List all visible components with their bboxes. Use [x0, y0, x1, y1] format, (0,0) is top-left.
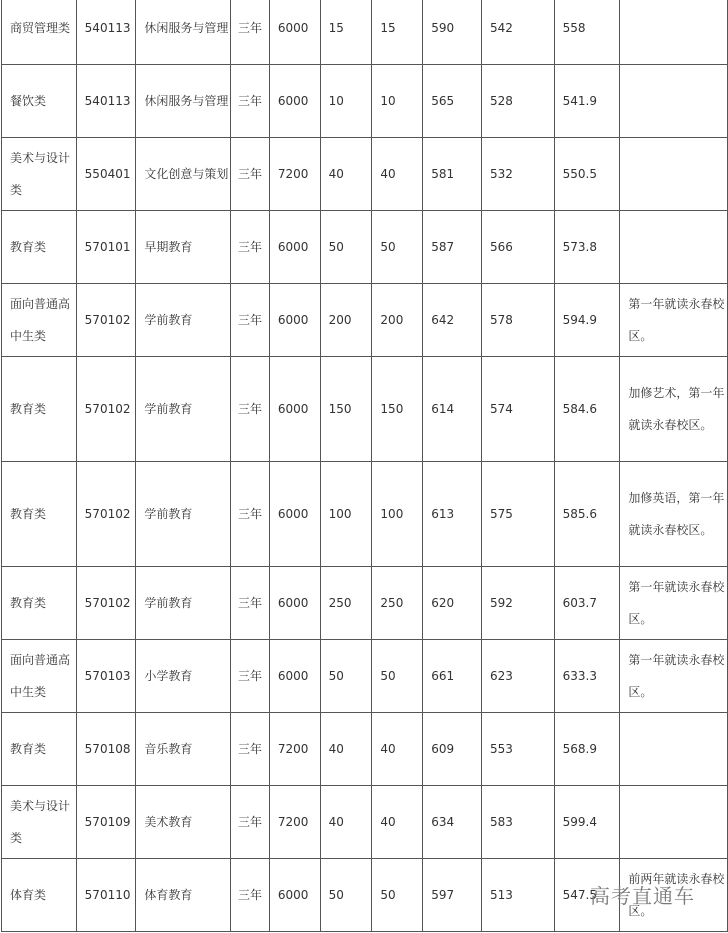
major-cell: 学前教育 [136, 567, 231, 640]
fee-cell: 7200 [269, 138, 320, 211]
avg-score-cell: 585.6 [554, 462, 620, 567]
note-cell: 加修英语，第一年就读永春校区。 [620, 462, 728, 567]
major-cell: 体育教育 [136, 859, 231, 932]
max-score-cell: 590 [423, 0, 482, 65]
note-cell: 加修艺术，第一年就读永春校区。 [620, 357, 728, 462]
avg-score-cell: 550.5 [554, 138, 620, 211]
min-score-cell: 574 [481, 357, 554, 462]
major-cell: 休闲服务与管理 [136, 0, 231, 65]
category-cell: 教育类 [2, 211, 77, 284]
min-score-cell: 513 [481, 859, 554, 932]
table-row [2, 462, 728, 567]
admitted-cell: 250 [372, 567, 423, 640]
major-cell: 小学教育 [136, 640, 231, 713]
admitted-cell: 50 [372, 211, 423, 284]
admitted-cell: 15 [372, 0, 423, 65]
max-score-cell: 620 [423, 567, 482, 640]
min-score-cell: 542 [481, 0, 554, 65]
avg-score-cell: 603.7 [554, 567, 620, 640]
code-cell: 540113 [76, 65, 136, 138]
major-cell: 美术教育 [136, 786, 231, 859]
table-row [2, 786, 728, 859]
plan-cell: 10 [320, 65, 372, 138]
category-cell: 教育类 [2, 567, 77, 640]
fee-cell: 6000 [269, 65, 320, 138]
fee-cell: 6000 [269, 462, 320, 567]
max-score-cell: 642 [423, 284, 482, 357]
min-score-cell: 578 [481, 284, 554, 357]
avg-score-cell: 584.6 [554, 357, 620, 462]
max-score-cell: 613 [423, 462, 482, 567]
years-cell: 三年 [230, 0, 269, 65]
code-cell: 570102 [76, 462, 136, 567]
fee-cell: 6000 [269, 284, 320, 357]
plan-cell: 150 [320, 357, 372, 462]
admission-table [1, 0, 728, 932]
table-row [2, 0, 728, 65]
table-row [2, 713, 728, 786]
table-row [2, 284, 728, 357]
plan-cell: 40 [320, 786, 372, 859]
fee-cell: 7200 [269, 713, 320, 786]
years-cell: 三年 [230, 357, 269, 462]
fee-cell: 6000 [269, 567, 320, 640]
major-cell: 学前教育 [136, 357, 231, 462]
admitted-cell: 200 [372, 284, 423, 357]
major-cell: 学前教育 [136, 462, 231, 567]
category-cell: 面向普通高中生类 [2, 284, 77, 357]
admitted-cell: 50 [372, 640, 423, 713]
avg-score-cell: 547.5 [554, 859, 620, 932]
years-cell: 三年 [230, 138, 269, 211]
avg-score-cell: 594.9 [554, 284, 620, 357]
fee-cell: 7200 [269, 786, 320, 859]
fee-cell: 6000 [269, 0, 320, 65]
fee-cell: 6000 [269, 357, 320, 462]
min-score-cell: 553 [481, 713, 554, 786]
min-score-cell: 583 [481, 786, 554, 859]
category-cell: 商贸管理类 [2, 0, 77, 65]
note-cell [620, 65, 728, 138]
plan-cell: 40 [320, 138, 372, 211]
min-score-cell: 532 [481, 138, 554, 211]
years-cell: 三年 [230, 65, 269, 138]
category-cell: 教育类 [2, 357, 77, 462]
note-cell: 第一年就读永春校区。 [620, 640, 728, 713]
max-score-cell: 581 [423, 138, 482, 211]
table-row [2, 211, 728, 284]
max-score-cell: 597 [423, 859, 482, 932]
years-cell: 三年 [230, 786, 269, 859]
min-score-cell: 592 [481, 567, 554, 640]
note-cell: 第一年就读永春校区。 [620, 567, 728, 640]
years-cell: 三年 [230, 713, 269, 786]
years-cell: 三年 [230, 640, 269, 713]
table-row [2, 357, 728, 462]
major-cell: 早期教育 [136, 211, 231, 284]
years-cell: 三年 [230, 859, 269, 932]
major-cell: 文化创意与策划 [136, 138, 231, 211]
note-cell [620, 0, 728, 65]
avg-score-cell: 541.9 [554, 65, 620, 138]
plan-cell: 100 [320, 462, 372, 567]
code-cell: 550401 [76, 138, 136, 211]
plan-cell: 250 [320, 567, 372, 640]
fee-cell: 6000 [269, 211, 320, 284]
plan-cell: 50 [320, 211, 372, 284]
table-row [2, 640, 728, 713]
code-cell: 570102 [76, 284, 136, 357]
plan-cell: 200 [320, 284, 372, 357]
admitted-cell: 100 [372, 462, 423, 567]
admitted-cell: 50 [372, 859, 423, 932]
code-cell: 570108 [76, 713, 136, 786]
admitted-cell: 40 [372, 786, 423, 859]
note-cell [620, 713, 728, 786]
plan-cell: 50 [320, 640, 372, 713]
avg-score-cell: 558 [554, 0, 620, 65]
max-score-cell: 609 [423, 713, 482, 786]
admitted-cell: 40 [372, 713, 423, 786]
code-cell: 570102 [76, 567, 136, 640]
max-score-cell: 661 [423, 640, 482, 713]
years-cell: 三年 [230, 567, 269, 640]
table-row [2, 65, 728, 138]
note-cell: 前两年就读永春校区。 [620, 859, 728, 932]
plan-cell: 40 [320, 713, 372, 786]
max-score-cell: 614 [423, 357, 482, 462]
code-cell: 570103 [76, 640, 136, 713]
min-score-cell: 528 [481, 65, 554, 138]
category-cell: 教育类 [2, 462, 77, 567]
fee-cell: 6000 [269, 640, 320, 713]
avg-score-cell: 633.3 [554, 640, 620, 713]
admitted-cell: 10 [372, 65, 423, 138]
avg-score-cell: 573.8 [554, 211, 620, 284]
code-cell: 570102 [76, 357, 136, 462]
category-cell: 体育类 [2, 859, 77, 932]
note-cell [620, 138, 728, 211]
category-cell: 面向普通高中生类 [2, 640, 77, 713]
code-cell: 570109 [76, 786, 136, 859]
admitted-cell: 150 [372, 357, 423, 462]
major-cell: 休闲服务与管理 [136, 65, 231, 138]
category-cell: 美术与设计类 [2, 138, 77, 211]
major-cell: 音乐教育 [136, 713, 231, 786]
fee-cell: 6000 [269, 859, 320, 932]
table-row [2, 138, 728, 211]
max-score-cell: 587 [423, 211, 482, 284]
years-cell: 三年 [230, 462, 269, 567]
category-cell: 餐饮类 [2, 65, 77, 138]
years-cell: 三年 [230, 211, 269, 284]
note-cell: 第一年就读永春校区。 [620, 284, 728, 357]
max-score-cell: 634 [423, 786, 482, 859]
min-score-cell: 623 [481, 640, 554, 713]
max-score-cell: 565 [423, 65, 482, 138]
category-cell: 教育类 [2, 713, 77, 786]
code-cell: 570110 [76, 859, 136, 932]
code-cell: 570101 [76, 211, 136, 284]
major-cell: 学前教育 [136, 284, 231, 357]
min-score-cell: 566 [481, 211, 554, 284]
min-score-cell: 575 [481, 462, 554, 567]
note-cell [620, 211, 728, 284]
note-cell [620, 786, 728, 859]
table-row [2, 567, 728, 640]
years-cell: 三年 [230, 284, 269, 357]
category-cell: 美术与设计类 [2, 786, 77, 859]
avg-score-cell: 568.9 [554, 713, 620, 786]
code-cell: 540113 [76, 0, 136, 65]
table-body [2, 0, 728, 932]
plan-cell: 15 [320, 0, 372, 65]
admitted-cell: 40 [372, 138, 423, 211]
watermark: 高考直通车 [590, 884, 695, 908]
avg-score-cell: 599.4 [554, 786, 620, 859]
plan-cell: 50 [320, 859, 372, 932]
